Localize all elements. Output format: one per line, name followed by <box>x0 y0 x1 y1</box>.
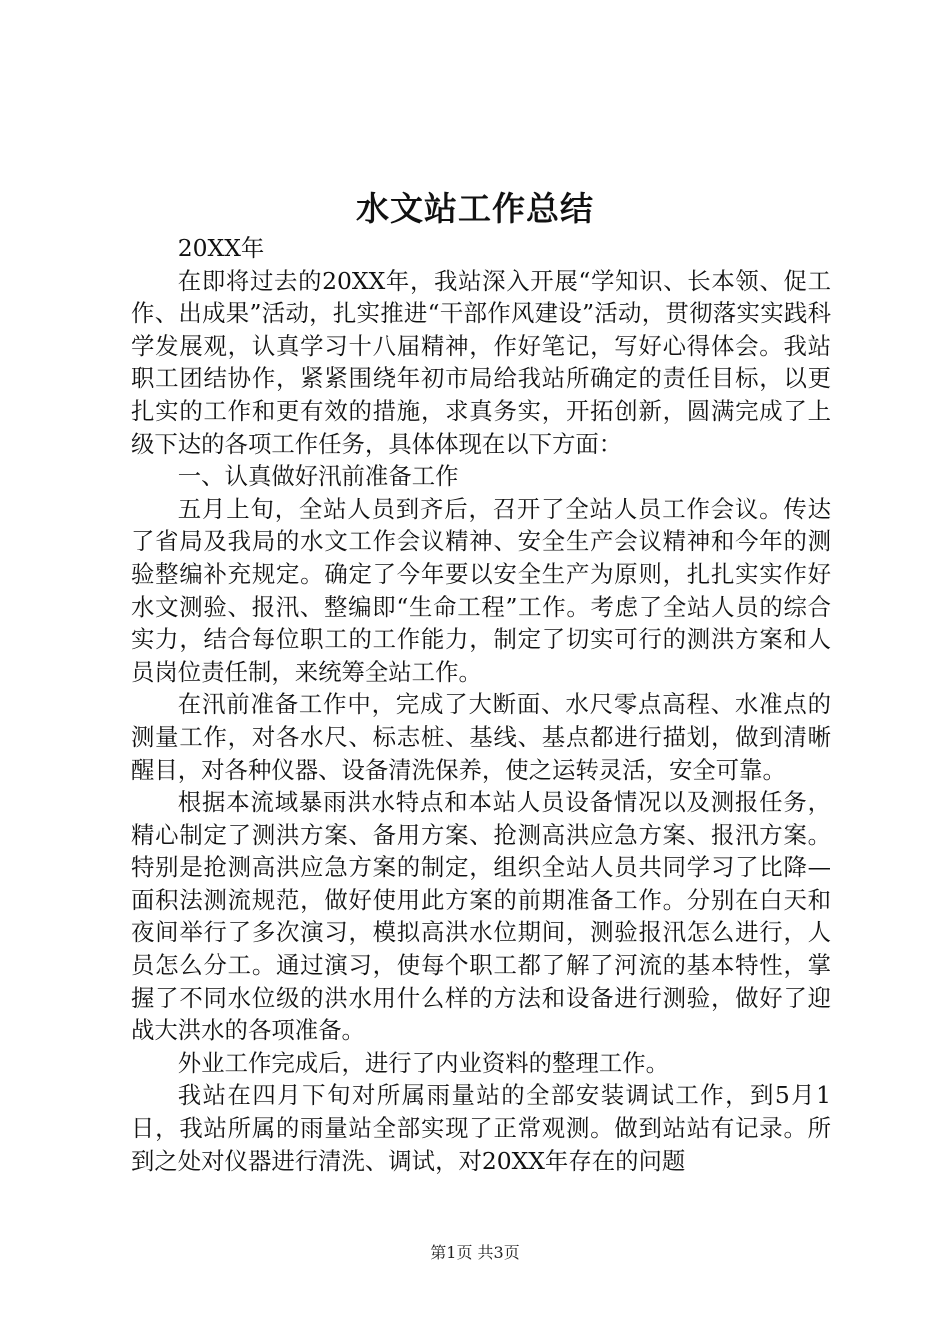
paragraph: 我站在四月下旬对所属雨量站的全部安装调试工作，到5月1日，我站所属的雨量站全部实现了正常观测。做到站站有记录。所到之处对仪器进行清洗、调试，对20XX年存在的问题 <box>131 1081 831 1175</box>
paragraph: 根据本流域暴雨洪水特点和本站人员设备情况以及测报任务，精心制定了测洪方案、备用方案、抢测高洪应急方案、报汛方案。特别是抢测高洪应急方案的制定，组织全站人员共同学习了比降—面积法测流规范，做好使用此方案的前期准备工作。分别在白天和夜间举行了多次演习，模拟高洪水位期间，测验报汛怎么进行，人员怎么分工。通过演习，使每个职工都了解了河流的基本特性，掌握了不同水位级的洪水用什么样的方法和设备进行测验，做好了迎战大洪水的各项准备。 <box>131 788 831 1045</box>
page-number-footer: 第1页 共3页 <box>430 1243 520 1262</box>
section-heading-1: 一、认真做好汛前准备工作 <box>177 462 459 491</box>
paragraph: 五月上旬，全站人员到齐后，召开了全站人员工作会议。传达了省局及我局的水文工作会议精神、安全生产会议精神和今年的测验整编补充规定。确定了今年要以安全生产为原则，扎扎实实作好水文测验、报汛、整编即“生命工程”工作。考虑了全站人员的综合实力，结合每位职工的工作能力，制定了切实可行的测洪方案和人员岗位责任制，来统筹全站工作。 <box>131 494 831 686</box>
paragraph: 在汛前准备工作中，完成了大断面、水尺零点高程、水准点的测量工作，对各水尺、标志桩、基线、基点都进行描划，做到清晰醒目，对各种仪器、设备清洗保养，使之运转灵活，安全可靠。 <box>131 690 831 784</box>
paragraph-intro: 在即将过去的20XX年，我站深入开展“学知识、长本领、促工作、出成果”活动，扎实推进“干部作风建设”活动，贯彻落实实践科学发展观，认真学习十八届精神，作好笔记，写好心得体会。我站职工团结协作，紧紧围绕年初市局给我站所确定的责任目标，以更扎实的工作和更有效的措施，求真务实，开拓创新，圆满完成了上级下达的各项工作任务，具体体现在以下方面： <box>131 266 831 458</box>
document-title: 水文站工作总结 <box>356 189 594 228</box>
document-body <box>131 232 831 1177</box>
paragraph-date: 20XX年 <box>177 234 265 262</box>
paragraph: 外业工作完成后，进行了内业资料的整理工作。 <box>177 1048 669 1077</box>
